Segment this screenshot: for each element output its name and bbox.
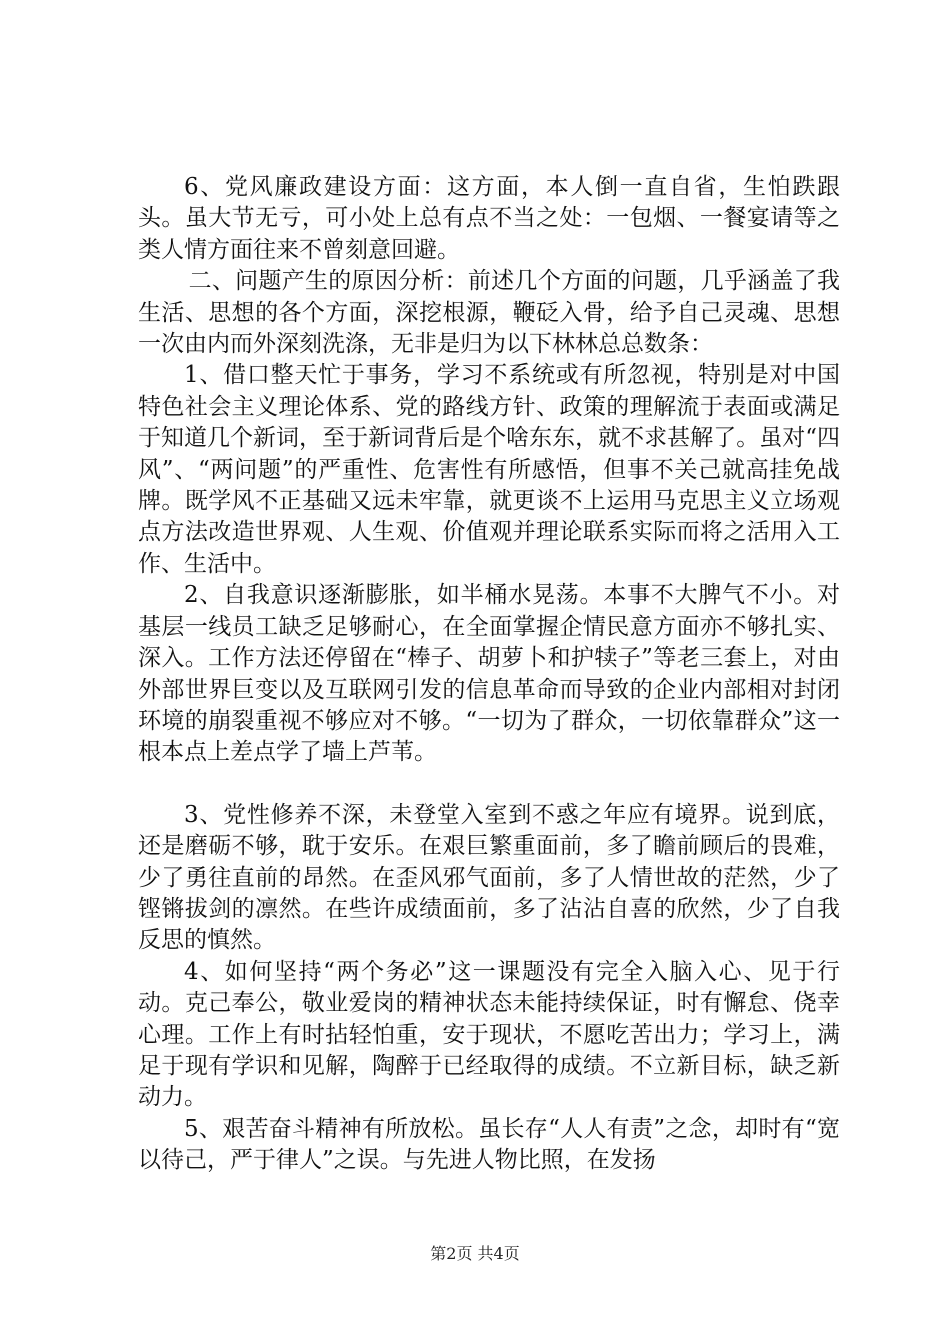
paragraph-cause-4: 4、如何坚持“两个务必”这一课题没有完全入脑入心、见于行动。克己奉公，敬业爱岗的精神状态未能持续保证，时有懈怠、侥幸心理。工作上有时拈轻怕重，安于现状，不愿吃苦出力；学习上，满足于现有学识和见解，陶醉于已经取得的成绩。不立新目标，缺乏新动力。: [138, 958, 840, 1111]
paragraph-cause-1: 1、借口整天忙于事务，学习不系统或有所忽视，特别是对中国特色社会主义理论体系、党的路线方针、政策的理解流于表面或满足于知道几个新词，至于新词背后是个啥东东，就不求甚解了。虽对“四风”、“两问题”的严重性、危害性有所感悟，但事不关己就高挂免战牌。既学风不正基础又远未牢靠，就更谈不上运用马克思主义立场观点方法改造世界观、人生观、价值观并理论联系实际而将之活用入工作、生活中。: [138, 362, 840, 577]
page-footer: 第2页 共4页: [430, 1244, 520, 1263]
paragraph-gap: [138, 769, 840, 800]
paragraph-cause-5: 5、艰苦奋斗精神有所放松。虽长存“人人有责”之念，却时有“宽以待己，严于律人”之误。与先进人物比照，在发扬: [138, 1115, 840, 1174]
paragraph-cause-3: 3、党性修养不深，未登堂入室到不惑之年应有境界。说到底，还是磨砺不够，耽于安乐。在艰巨繁重面前，多了瞻前顾后的畏难，少了勇往直前的昂然。在歪风邪气面前，多了人情世故的茫然，少了铿锵拔剑的凛然。在些许成绩面前，多了沾沾自喜的欣然，少了自我反思的慎然。: [138, 801, 840, 954]
paragraph-party-integrity: 6、党风廉政建设方面：这方面，本人倒一直自省，生怕跌跟头。虽大节无亏，可小处上总有点不当之处：一包烟、一餐宴请等之类人情方面往来不曾刻意回避。: [138, 174, 840, 263]
paragraph-cause-2: 2、自我意识逐渐膨胀，如半桶水晃荡。本事不大脾气不小。对基层一线员工缺乏足够耐心，在全面掌握企情民意方面亦不够扎实、深入。工作方法还停留在“棒子、胡萝卜和护犊子”等老三套上，对由外部世界巨变以及互联网引发的信息革命而导致的企业内部相对封闭环境的崩裂重视不够应对不够。“一切为了群众，一切依靠群众”这一根本点上差点学了墙上芦苇。: [138, 582, 840, 766]
paragraph-cause-analysis: 二、问题产生的原因分析：前述几个方面的问题，几乎涵盖了我生活、思想的各个方面，深挖根源，鞭砭入骨，给予自己灵魂、思想一次由内而外深刻洗涤，无非是归为以下林林总总数条：: [138, 268, 840, 358]
document-body: [138, 172, 840, 1177]
